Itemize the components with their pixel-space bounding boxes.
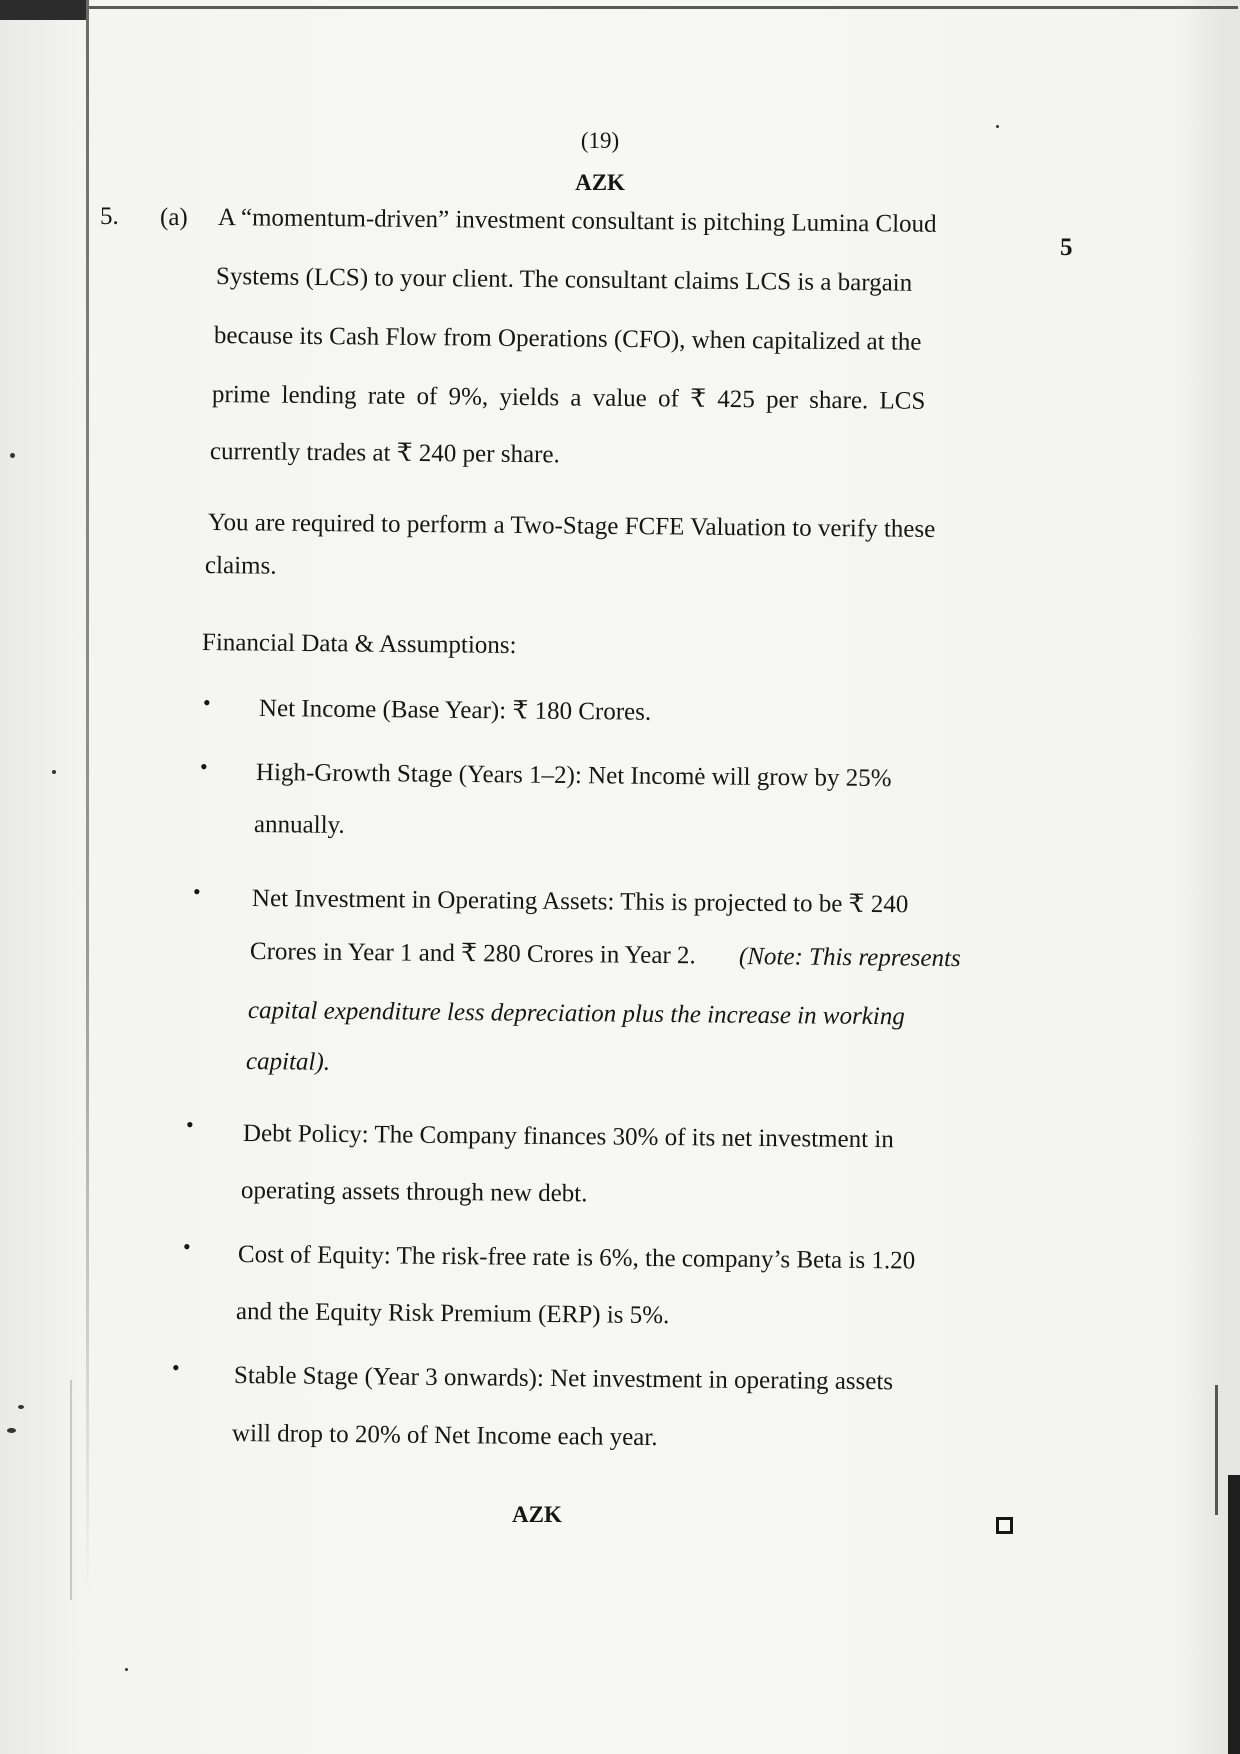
bullet-marker: • [193, 879, 201, 904]
intro-line: currently trades at ₹ 240 per share. [209, 438, 560, 469]
bullet-note-line: capital). [245, 1048, 331, 1076]
scan-speck [125, 1668, 128, 1671]
bullet-note-line: capital expenditure less depreciation plus the increase in working [247, 997, 905, 1031]
scan-speck [10, 453, 15, 458]
bullet-marker: • [200, 754, 208, 779]
paper-code-top: AZK [575, 170, 625, 195]
scan-rule-right [1215, 1385, 1218, 1515]
scan-rule-top [88, 6, 1238, 9]
bullet-line: Net Income (Base Year): ₹ 180 Crores. [258, 695, 652, 726]
bullet-line: High-Growth Stage (Years 1–2): Net Incomė will grow by 25% [255, 759, 892, 793]
bullet-line: operating assets through new debt. [240, 1177, 588, 1208]
scan-edge-top [0, 0, 88, 20]
requirement-line: claims. [204, 552, 277, 580]
bullet-line: Crores in Year 1 and ₹ 280 Crores in Year 2. [249, 938, 696, 970]
intro-line: because its Cash Flow from Operations (CFO), when capitalized at the [213, 322, 922, 356]
bullet-line: will drop to 20% of Net Income each year. [231, 1420, 658, 1452]
intro-line: A “momentum-driven” investment consultant is pitching Lumina Cloud [217, 204, 937, 238]
scan-speck [7, 1428, 16, 1433]
bullet-line: Net Investment in Operating Assets: This is projected to be ₹ 240 [251, 885, 909, 919]
bullet-note-start: (Note: This represents [738, 943, 961, 973]
intro-line: prime lending rate of 9%, yields a value of ₹ 425 per share. LCS [211, 381, 926, 415]
bullet-marker: • [183, 1234, 191, 1259]
bullet-line: and the Equity Risk Premium (ERP) is 5%. [235, 1298, 670, 1330]
question-marks: 5 [1060, 234, 1073, 261]
scan-rule-left-faint [70, 1380, 72, 1600]
scan-speck [18, 1405, 24, 1409]
scan-speck [52, 770, 56, 774]
question-number: 5. [100, 203, 119, 230]
bullet-marker: • [203, 690, 211, 715]
bullet-line: Debt Policy: The Company finances 30% of its net investment in [242, 1120, 894, 1154]
scan-edge-right [1228, 1475, 1240, 1754]
bullet-marker: • [186, 1112, 194, 1137]
paper-code-bottom: AZK [512, 1502, 562, 1527]
bullet-marker: • [172, 1355, 180, 1380]
square-mark-icon [996, 1517, 1013, 1534]
question-part: (a) [160, 204, 188, 231]
page-number: (19) [580, 128, 620, 153]
intro-line: Systems (LCS) to your client. The consultant claims LCS is a bargain [215, 263, 913, 297]
requirement-line: You are required to perform a Two-Stage FCFE Valuation to verify these [207, 509, 936, 543]
bullet-line: annually. [253, 811, 345, 839]
bullet-line: Stable Stage (Year 3 onwards): Net investment in operating assets [233, 1362, 894, 1396]
scan-rule-left [86, 0, 89, 1600]
bullet-line: Cost of Equity: The risk-free rate is 6%, the company’s Beta is 1.20 [237, 1241, 916, 1275]
section-heading: Financial Data & Assumptions: [201, 629, 517, 660]
